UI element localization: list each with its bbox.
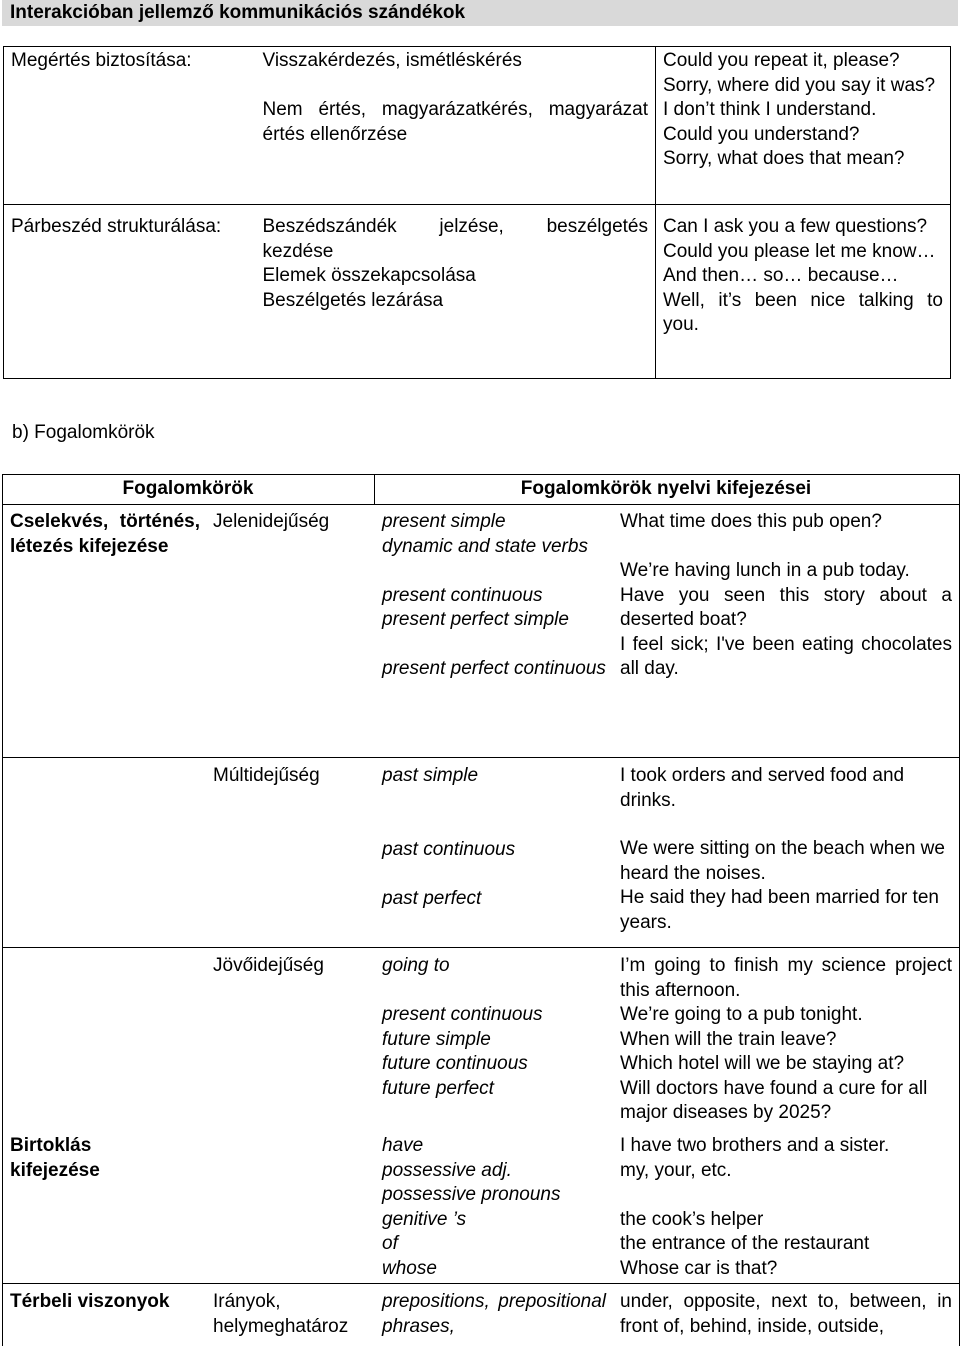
examples-birtok: I have two brothers and a sister. my, your, etc. the cook’s helper the entrance of the restaurant Whose car is that? bbox=[620, 1135, 890, 1279]
header-rule bbox=[2, 504, 959, 505]
row-label: Párbeszéd strukturálása: bbox=[11, 216, 222, 237]
category-birtoklas: Birtoklás kifejezése bbox=[10, 1135, 100, 1181]
row-examples: Could you repeat it, please? Sorry, where did you say it was? I don’t think I understand. Could you understand? Sorry, what does that mean? bbox=[656, 47, 951, 205]
row-examples: Can I ask you a few questions? Could you please let me know… And then… so… because… Well, it’s been nice talking to you. bbox=[663, 216, 943, 335]
header-concepts: Fogalomkörök bbox=[122, 478, 254, 499]
subcategory-jelen: Jelenidejűség bbox=[213, 511, 330, 532]
section-b-title: b) Fogalomkörök bbox=[12, 422, 155, 443]
subcategory-jovo: Jövőidejűség bbox=[213, 955, 324, 976]
table-row bbox=[4, 205, 951, 379]
header-expressions: Fogalomkörök nyelvi kifejezései bbox=[520, 478, 812, 499]
category-cselekves: Cselekvés, történés, létezés kifejezése bbox=[10, 511, 200, 557]
examples-jovo: I’m going to finish my science project this afternoon. We’re going to a pub tonight. When will the train leave? Which hotel will we be staying at? Will doctors have found a cure for all major diseases by 2025? bbox=[620, 955, 952, 1123]
row-functions: Beszédszándék jelzése, beszélgetés kezdése Elemek összekapcsolása Beszélgetés lezárása bbox=[256, 205, 656, 379]
row-rule bbox=[2, 947, 959, 948]
communication-intents-table bbox=[3, 46, 951, 379]
forms-birtok: have possessive adj. possessive pronouns genitive ’s of whose bbox=[382, 1135, 561, 1279]
examples-terbeli: under, opposite, next to, between, in front of, behind, inside, outside, bbox=[620, 1291, 952, 1337]
page-title-bar bbox=[2, 0, 958, 26]
row-rule bbox=[2, 757, 959, 758]
subcategory-iranyok: Irányok, helymeghatároz bbox=[213, 1291, 349, 1337]
row-rule bbox=[2, 1283, 959, 1284]
table-row bbox=[4, 47, 951, 205]
examples-jelen: What time does this pub open? We’re having lunch in a pub today. Have you seen this story about a deserted boat? I feel sick; I've been eating chocolates all day. bbox=[620, 511, 952, 679]
page-title: Interakcióban jellemző kommunikációs szándékok bbox=[10, 2, 466, 23]
category-terbeli: Térbeli viszonyok bbox=[10, 1291, 170, 1312]
forms-mult: past simple past continuous past perfect bbox=[382, 765, 516, 909]
row-label: Megértés biztosítása: bbox=[4, 47, 256, 205]
forms-jovo: going to present continuous future simple future continuous future perfect bbox=[382, 955, 543, 1099]
forms-jelen: present simple dynamic and state verbs present continuous present perfect simple present perfect continuous bbox=[382, 511, 606, 679]
header-divider bbox=[374, 474, 375, 504]
forms-terbeli: prepositions, prepositional phrases, bbox=[382, 1291, 606, 1337]
row-functions: Visszakérdezés, ismétléskérés Nem értés, magyarázatkérés, magyarázat értés ellenőrzése bbox=[256, 47, 656, 205]
subcategory-mult: Múltidejűség bbox=[213, 765, 320, 786]
examples-mult: I took orders and served food and drinks. We were sitting on the beach when we heard the noises. He said they had been married for ten years. bbox=[620, 765, 945, 933]
